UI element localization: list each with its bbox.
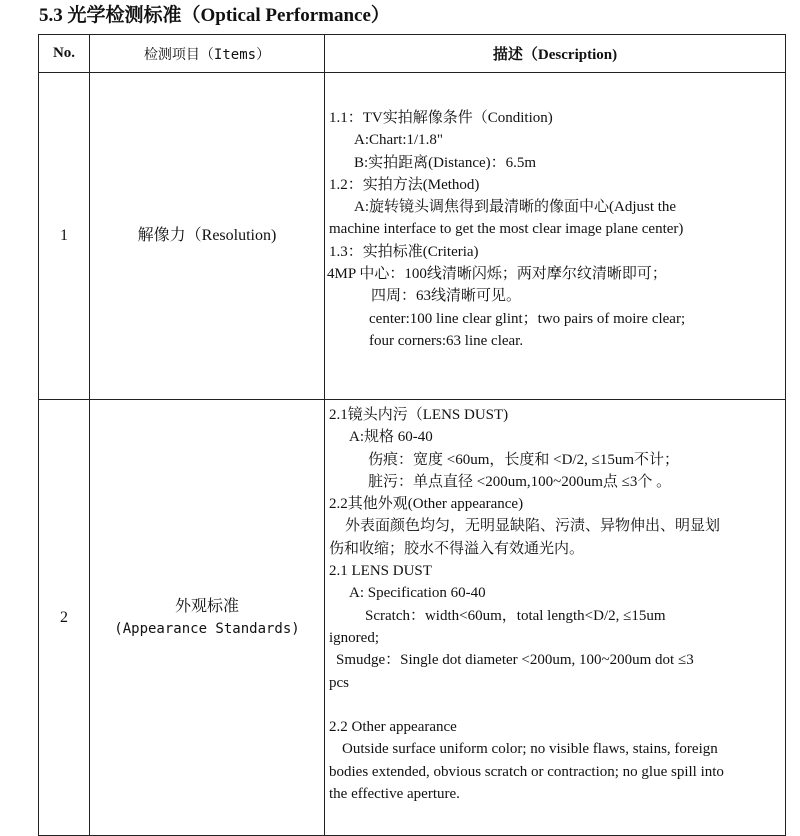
description-line: four corners:63 line clear. [369,332,524,349]
description-line: 4MP 中心：100线清晰闪烁；两对摩尔纹清晰即可； [327,266,667,283]
header-items: 检测项目（Items） [90,35,325,73]
description-line: B:实拍距离(Distance)：6.5m [354,154,537,171]
description-line: 2.2 Other appearance [329,719,457,736]
description-line: 外表面颜色均匀，无明显缺陷、污渍、异物伸出、明显划 [345,518,721,535]
description-line: A:旋转镜头调焦得到最清晰的像面中心(Adjust the [354,199,677,216]
header-description: 描述（Description) [325,35,786,73]
description-line: 伤和收缩；胶水不得溢入有效通光内。 [329,540,585,557]
table-row [39,400,786,836]
description-line: machine interface to get the most clear image plane center) [329,221,684,238]
description-line: 1.1：TV实拍解像条件（Condition) [329,110,553,126]
description-line: A: Specification 60-40 [349,585,486,602]
description-line: 2.1 LENS DUST [329,563,432,580]
description-line: Scratch：width<60um，total length<D/2, ≤15um [365,607,666,624]
optical-performance-table [38,34,786,836]
header-no: No. [39,35,90,73]
item-sublabel: (Appearance Standards) [114,620,300,637]
table-header-row [39,35,786,73]
description-line: 2.1镜头内污（LENS DUST) [329,407,509,423]
row-description [325,73,786,400]
description-line: 四周：63线清晰可见。 [371,288,522,305]
description-line: 伤痕：宽度 <60um，长度和 <D/2, ≤15um不计； [368,451,679,468]
item-label: 外观标准 [174,597,239,615]
table-row [39,73,786,400]
row-item [90,400,325,836]
row-number: 2 [39,400,90,836]
description-line: the effective aperture. [329,786,460,803]
description-line [325,694,785,716]
description-line: 1.3：实拍标准(Criteria) [329,243,479,260]
description-line: 1.2：实拍方法(Method) [329,176,480,193]
description-line: Outside surface uniform color; no visible flaws, stains, foreign [342,741,718,758]
description-line: A:Chart:1/1.8" [354,132,444,149]
description-line: ignored; [329,629,379,646]
description-line: bodies extended, obvious scratch or contraction; no glue spill into [329,763,724,780]
section-heading: 5.3 光学检测标准（Optical Performance） [39,5,390,26]
row-description [325,400,786,836]
description-line: pcs [329,674,349,691]
description-line: A:规格 60-40 [349,429,433,446]
row-item [90,73,325,400]
item-label: 解像力（Resolution) [137,227,277,244]
description-line: 2.2其他外观(Other appearance) [329,496,524,513]
row-number: 1 [39,73,90,400]
description-line: center:100 line clear glint；two pairs of moire clear; [369,310,686,327]
description-line: 脏污：单点直径 <200um,100~200um点 ≤3个 。 [368,473,672,490]
description-line: Smudge：Single dot diameter <200um, 100~200um dot ≤3 [336,652,694,669]
